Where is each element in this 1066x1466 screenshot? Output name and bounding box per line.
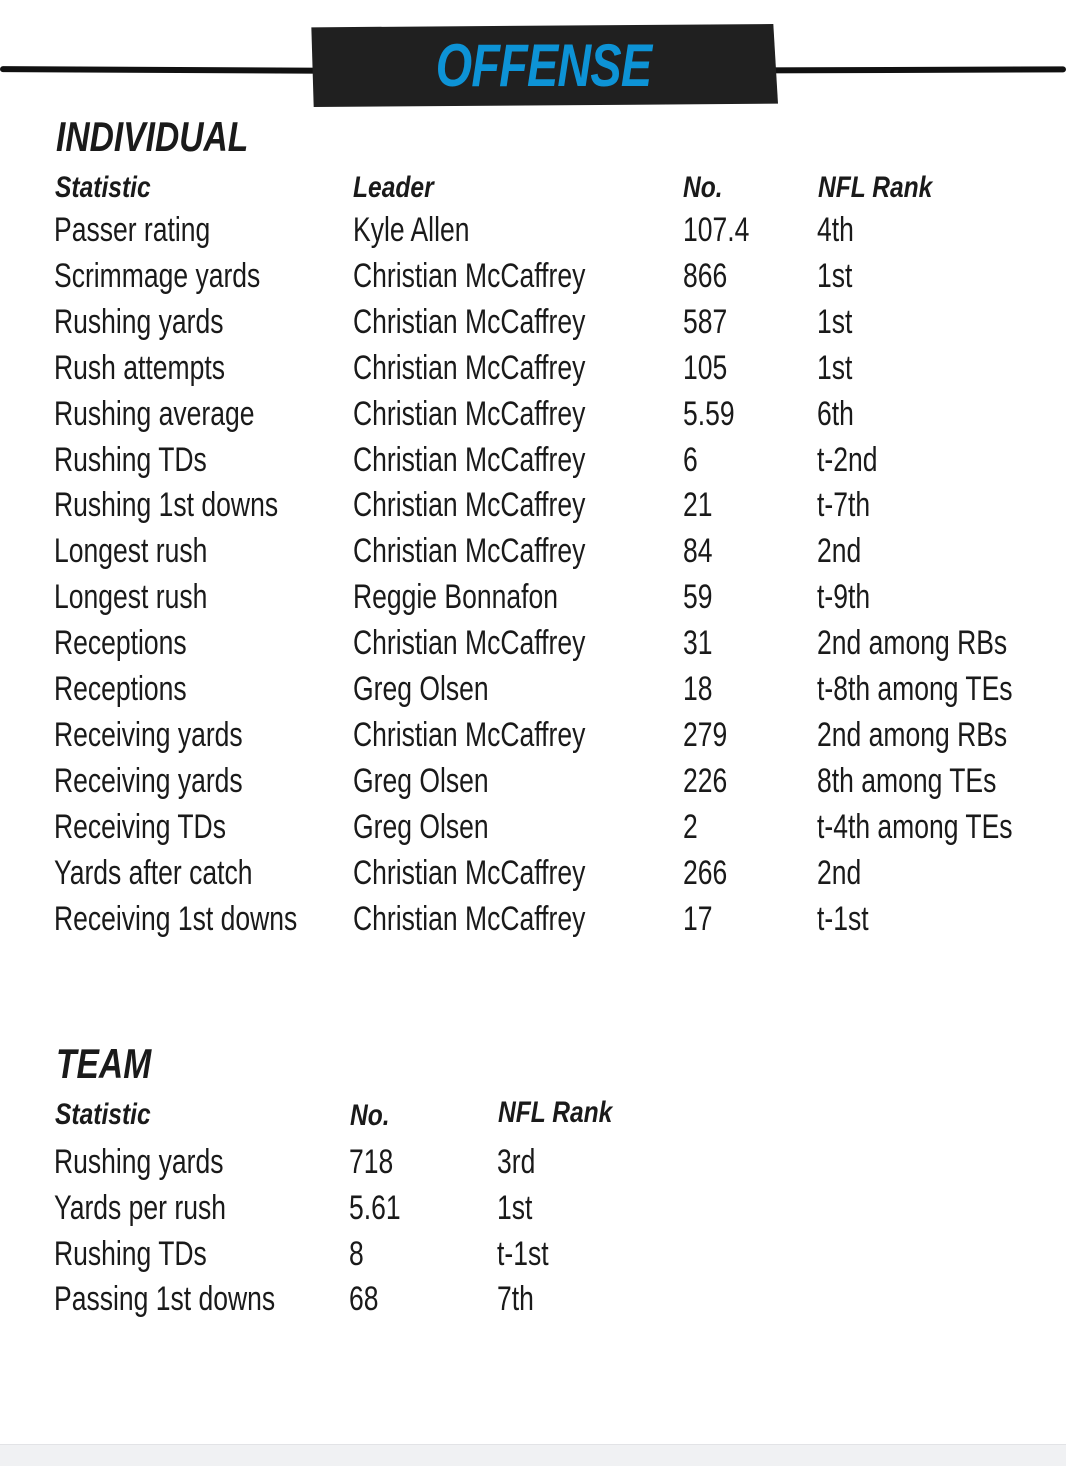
individual-section-title: INDIVIDUAL [56, 113, 249, 160]
individual-row-statistic: Receiving yards [54, 762, 243, 800]
individual-row-statistic: Rush attempts [54, 349, 225, 387]
individual-row-no: 21 [683, 486, 713, 524]
team-row-rank: 1st [497, 1189, 533, 1227]
team-row-statistic: Rushing TDs [54, 1235, 207, 1273]
individual-row-rank: 2nd among RBs [817, 716, 1008, 754]
individual-row-rank: 1st [817, 257, 853, 295]
individual-row-leader: Christian McCaffrey [353, 532, 586, 570]
individual-row-statistic: Receptions [54, 624, 187, 662]
individual-row-rank: 1st [817, 303, 853, 341]
individual-row-leader: Christian McCaffrey [353, 349, 586, 387]
individual-row-no: 279 [683, 716, 728, 754]
header-rule-left [0, 66, 355, 74]
individual-row-no: 587 [683, 303, 728, 341]
team-section-title: TEAM [56, 1040, 152, 1087]
individual-row-leader: Reggie Bonnafon [353, 578, 558, 616]
individual-header-leader: Leader [353, 171, 434, 204]
individual-row-no: 5.59 [683, 395, 735, 433]
individual-row-leader: Christian McCaffrey [353, 624, 586, 662]
individual-row-leader: Greg Olsen [353, 670, 489, 708]
individual-row-rank: 4th [817, 211, 854, 249]
team-header-rank: NFL Rank [498, 1096, 613, 1129]
individual-row-statistic: Longest rush [54, 578, 208, 616]
banner-title: OFFENSE [435, 32, 652, 99]
individual-row-rank: 1st [817, 349, 853, 387]
individual-row-no: 866 [683, 257, 728, 295]
individual-row-statistic: Scrimmage yards [54, 257, 261, 295]
team-row-rank: 3rd [497, 1143, 536, 1181]
individual-row-no: 226 [683, 762, 728, 800]
team-header-no: No. [350, 1099, 390, 1132]
individual-row-rank: 2nd among RBs [817, 624, 1008, 662]
individual-row-no: 84 [683, 532, 713, 570]
individual-row-leader: Greg Olsen [353, 762, 489, 800]
individual-row-statistic: Receiving yards [54, 716, 243, 754]
individual-row-leader: Christian McCaffrey [353, 395, 586, 433]
individual-header-statistic: Statistic [55, 171, 151, 204]
individual-row-no: 266 [683, 854, 728, 892]
individual-row-leader: Christian McCaffrey [353, 900, 586, 938]
individual-header-rank: NFL Rank [818, 171, 933, 204]
individual-row-rank: 2nd [817, 532, 862, 570]
individual-row-no: 59 [683, 578, 713, 616]
individual-row-statistic: Passer rating [54, 211, 211, 249]
team-row-no: 68 [349, 1280, 379, 1318]
team-row-rank: 7th [497, 1280, 534, 1318]
individual-row-rank: 8th among TEs [817, 762, 997, 800]
individual-row-leader: Greg Olsen [353, 808, 489, 846]
individual-row-statistic: Longest rush [54, 532, 208, 570]
team-row-statistic: Rushing yards [54, 1143, 224, 1181]
individual-row-statistic: Receptions [54, 670, 187, 708]
individual-row-rank: t-2nd [817, 441, 878, 479]
individual-row-leader: Christian McCaffrey [353, 854, 586, 892]
individual-row-statistic: Receiving 1st downs [54, 900, 298, 938]
individual-row-no: 107.4 [683, 211, 750, 249]
individual-row-rank: t-1st [817, 900, 869, 938]
individual-row-rank: 2nd [817, 854, 862, 892]
team-row-no: 718 [349, 1143, 394, 1181]
individual-row-statistic: Yards after catch [54, 854, 253, 892]
bottom-bar [0, 1444, 1066, 1466]
individual-row-statistic: Rushing 1st downs [54, 486, 279, 524]
individual-row-leader: Kyle Allen [353, 211, 470, 249]
individual-row-leader: Christian McCaffrey [353, 486, 586, 524]
individual-row-leader: Christian McCaffrey [353, 303, 586, 341]
individual-row-no: 17 [683, 900, 713, 938]
individual-row-rank: t-9th [817, 578, 871, 616]
individual-row-no: 105 [683, 349, 728, 387]
individual-row-no: 31 [683, 624, 713, 662]
individual-row-leader: Christian McCaffrey [353, 257, 586, 295]
individual-row-leader: Christian McCaffrey [353, 441, 586, 479]
individual-row-statistic: Rushing average [54, 395, 255, 433]
individual-row-rank: t-4th among TEs [817, 808, 1013, 846]
team-row-statistic: Yards per rush [54, 1189, 226, 1227]
team-row-no: 8 [349, 1235, 364, 1273]
individual-row-rank: t-8th among TEs [817, 670, 1013, 708]
individual-row-no: 6 [683, 441, 698, 479]
individual-row-rank: t-7th [817, 486, 871, 524]
individual-row-statistic: Rushing TDs [54, 441, 207, 479]
individual-header-no: No. [683, 171, 723, 204]
individual-row-statistic: Rushing yards [54, 303, 224, 341]
team-row-no: 5.61 [349, 1189, 401, 1227]
individual-row-leader: Christian McCaffrey [353, 716, 586, 754]
individual-row-no: 18 [683, 670, 713, 708]
team-row-rank: t-1st [497, 1235, 549, 1273]
team-row-statistic: Passing 1st downs [54, 1280, 276, 1318]
individual-row-statistic: Receiving TDs [54, 808, 226, 846]
individual-row-no: 2 [683, 808, 698, 846]
team-header-statistic: Statistic [55, 1098, 151, 1131]
individual-row-rank: 6th [817, 395, 854, 433]
